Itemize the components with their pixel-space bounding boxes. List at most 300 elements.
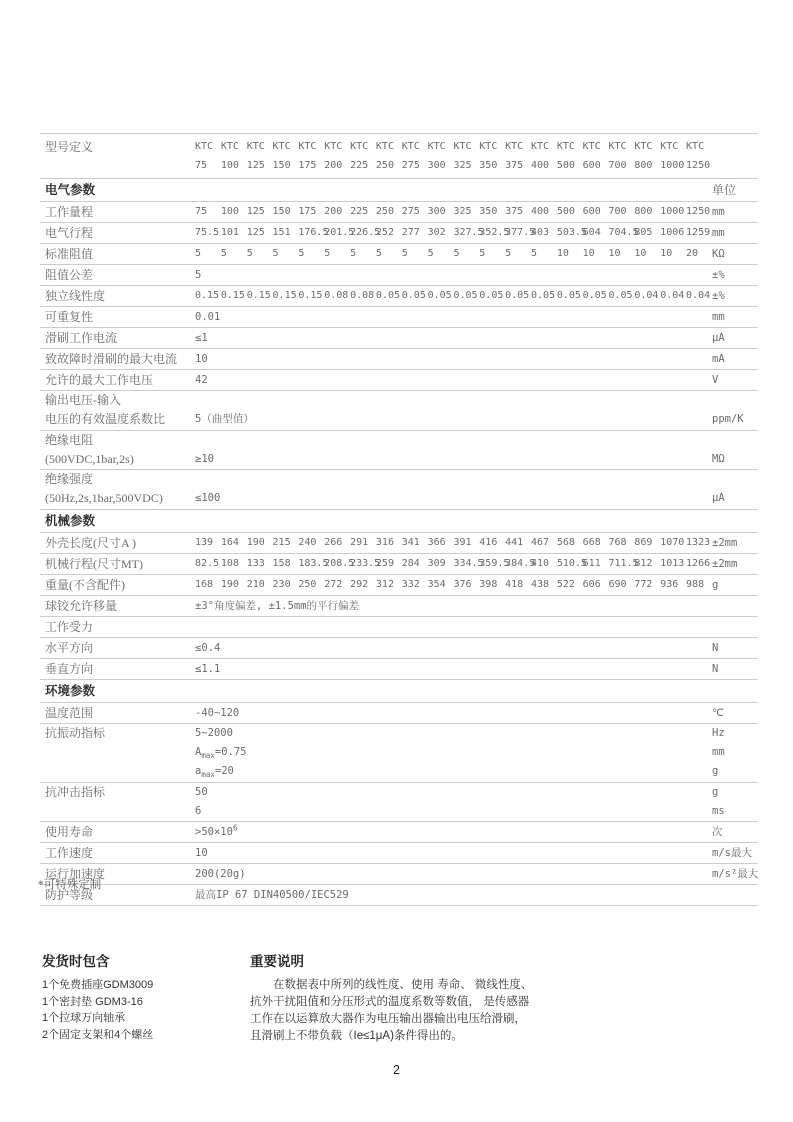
model-name: KTC [272, 141, 291, 152]
value-cell: 0.05 [375, 290, 400, 301]
spec-row [40, 223, 758, 244]
model-name: KTC [453, 141, 472, 152]
value-cell: 0.15 [246, 290, 271, 301]
value-cell: 200 [324, 206, 343, 217]
value-cell: 812 [634, 557, 653, 569]
value-cell: 5 [298, 248, 305, 259]
value-cell: 467 [530, 536, 550, 548]
row-value-wrap [195, 265, 712, 285]
table-line [40, 489, 758, 508]
row-value-wrap [195, 410, 712, 429]
row-value-wrap [195, 349, 712, 369]
subscript: max [201, 770, 215, 780]
value-cell [479, 137, 505, 175]
row-label: 防护等级 [45, 888, 94, 903]
page-number: 2 [393, 1063, 400, 1077]
footnote: *可特殊定制 [38, 879, 102, 891]
model-size: 175 [298, 160, 317, 171]
table-line [40, 470, 758, 489]
value-cell [453, 137, 479, 175]
value-cell: 5 [246, 248, 253, 259]
spec-row [40, 575, 758, 596]
spec-row [40, 265, 758, 286]
unit-label: g [712, 765, 719, 778]
row-label: 抗冲击指标 [45, 784, 106, 799]
model-size: 400 [530, 160, 550, 171]
delivery-item: 1个拉球万向轴承 [42, 1012, 126, 1024]
table-line [40, 410, 758, 429]
model-name: KTC [608, 141, 627, 152]
value-cell: 334.5 [453, 557, 484, 569]
table-line [40, 431, 758, 450]
model-size: 1000 [660, 160, 685, 171]
table-line [40, 885, 758, 905]
value-cell: 125 [246, 227, 265, 238]
value-cell: 0.05 [556, 290, 581, 301]
row-label: 工作量程 [45, 205, 94, 219]
value-cell: 302 [427, 227, 446, 238]
model-size: 75 [195, 160, 208, 171]
table-line [40, 370, 758, 390]
value-cell: 0.05 [505, 290, 530, 301]
row-value: 0.01 [195, 311, 221, 323]
value-cell: 316 [375, 536, 394, 548]
value-cell: 230 [272, 578, 291, 590]
value-cell: 332 [401, 578, 420, 590]
value-cell [350, 137, 376, 175]
value-cell: 226.5 [350, 227, 381, 238]
table-line [40, 510, 758, 532]
spec-row [40, 307, 758, 328]
unit-label: m/s²最大 [712, 868, 759, 881]
unit-label: ppm/K [712, 413, 744, 426]
row-label: 阻值公差 [45, 268, 94, 282]
value-cell: 0.15 [195, 290, 220, 301]
value-cell: 125 [246, 206, 265, 217]
value-cell: 210 [246, 578, 265, 590]
model-size: 275 [401, 160, 420, 171]
value-cell: 327.5 [453, 227, 484, 238]
value-cell: 1323 [686, 536, 711, 548]
value-cell: 0.04 [660, 290, 685, 301]
row-value-wrap [195, 307, 712, 327]
value-cell: 75 [195, 206, 208, 217]
value-cell: 772 [634, 578, 653, 590]
row-label: 滑刷工作电流 [45, 331, 118, 345]
value-cell: 768 [608, 536, 627, 548]
value-cell: 5 [401, 248, 408, 259]
value-cell [376, 137, 402, 175]
value-cell: 5 [427, 248, 434, 259]
value-cell [273, 137, 299, 175]
unit-label: m/s最大 [712, 847, 752, 860]
value-cell: 240 [298, 536, 317, 548]
value-cell: 1266 [686, 557, 711, 569]
value-cell: 400 [530, 206, 550, 217]
table-line [40, 822, 758, 842]
value-cell: 175 [298, 206, 317, 217]
table-line [40, 638, 758, 658]
value-cell: 176.5 [298, 227, 329, 238]
row-label: 电压的有效温度系数比 [45, 412, 166, 427]
note-line: 且滑刷上不带负载（Ie≤1μA)条件得出的。 [250, 1030, 463, 1042]
row-value-wrap [195, 762, 712, 781]
value-cell: 410 [530, 557, 550, 569]
unit-label: mm [712, 746, 725, 759]
row-label: 绝缘强度 [45, 472, 94, 487]
value-cell: 416 [479, 536, 498, 548]
spec-row [40, 638, 758, 659]
row-value-wrap [195, 843, 712, 863]
value-cell: 800 [634, 206, 653, 217]
row-value-wrap [195, 489, 712, 508]
value-cell: 312 [375, 578, 394, 590]
row-value: $A_{max}=0.75$ [195, 746, 247, 761]
row-label: 运行加速度 [45, 867, 106, 882]
value-cell: 0.05 [530, 290, 556, 301]
spec-row [40, 724, 758, 783]
value-cell: 5 [479, 248, 486, 259]
value-cell [505, 137, 531, 175]
row-label: 允许的最大工作电压 [45, 373, 154, 387]
row-value-wrap [195, 596, 712, 616]
superscript: 6 [232, 823, 238, 833]
model-size: 325 [453, 160, 472, 171]
value-cell: 20 [686, 248, 699, 259]
value-cell: 10 [660, 248, 673, 259]
unit-label: ±2mm [712, 557, 738, 570]
value-cell: 568 [556, 536, 575, 548]
value-cell: 418 [505, 578, 524, 590]
model-name: KTC [298, 141, 317, 152]
value-cell: 0.08 [324, 290, 349, 301]
value-cell: 291 [350, 536, 369, 548]
row-value: ≤100 [195, 492, 221, 505]
unit-label: ms [712, 804, 725, 817]
model-name: KTC [660, 141, 679, 152]
value-cell: 5 [530, 248, 537, 259]
model-size: 600 [582, 160, 601, 171]
row-value: $>50\times 10^6$ [195, 823, 238, 839]
model-size: 150 [272, 160, 291, 171]
value-cell: 1259 [686, 227, 711, 238]
model-name: KTC [556, 141, 575, 152]
value-cell: 350 [479, 206, 498, 217]
value-cell: 441 [505, 536, 524, 548]
value-cell: 10 [634, 248, 647, 259]
unit-label: 单位 [712, 183, 737, 197]
table-line [40, 328, 758, 348]
spec-row [40, 783, 758, 823]
value-cells [195, 137, 712, 175]
value-cell: 869 [634, 536, 653, 548]
value-cell: 250 [375, 206, 394, 217]
value-cells [195, 223, 712, 243]
spec-row [40, 864, 758, 885]
row-value-wrap [195, 328, 712, 348]
table-line [40, 244, 758, 264]
delivery-section [42, 950, 237, 1043]
value-cell: 503.5 [556, 227, 587, 238]
value-cell [583, 137, 609, 175]
value-cell: 0.15 [272, 290, 297, 301]
note-line: 工作在以运算放大器作为电压输出器输出电压给滑刷， [250, 1013, 526, 1025]
value-cells [195, 554, 712, 574]
table-line [40, 223, 758, 243]
model-size: 225 [350, 160, 369, 171]
spec-row [40, 431, 758, 471]
value-cell: 277 [401, 227, 420, 238]
row-label: 工作速度 [45, 846, 94, 861]
spec-row [40, 391, 758, 431]
unit-label: μA [712, 332, 725, 344]
row-value: 5~2000 [195, 726, 233, 739]
value-cell: 0.05 [401, 290, 426, 301]
spec-row [40, 328, 758, 349]
row-value: 42 [195, 374, 208, 386]
value-cell: 133 [246, 557, 265, 569]
row-value: 5（曲型值） [195, 413, 254, 426]
table-line [40, 554, 758, 574]
row-label: 致故障时滑刷的最大电流 [45, 352, 178, 366]
value-cell: 805 [634, 227, 653, 238]
note-line: 抗外干扰阻值和分压形式的温度系数等数值， 是传感器 [250, 996, 530, 1008]
value-cell: 1006 [660, 227, 685, 238]
table-line [40, 843, 758, 863]
model-name: KTC [350, 141, 369, 152]
value-cell: 75.5 [195, 227, 220, 238]
model-size: 700 [608, 160, 627, 171]
model-name: KTC [479, 141, 498, 152]
row-value: 10 [195, 847, 208, 860]
spec-table [40, 133, 758, 906]
value-cell: 150 [272, 206, 291, 217]
unit-label: mm [712, 227, 725, 239]
model-name: KTC [220, 141, 239, 152]
value-cell: 139 [195, 536, 214, 548]
value-cell: 252 [375, 227, 394, 238]
row-label: 抗振动指标 [45, 725, 106, 740]
spec-row [40, 286, 758, 307]
unit-label: μA [712, 492, 725, 505]
value-cell: 225 [350, 206, 369, 217]
table-line [40, 286, 758, 306]
model-size: 125 [246, 160, 265, 171]
row-value: ≤0.4 [195, 641, 221, 654]
row-value-wrap [195, 370, 712, 390]
row-value: 50 [195, 785, 208, 798]
value-cell [531, 137, 557, 175]
unit-label: ±2mm [712, 536, 738, 549]
value-cell: 183.5 [298, 557, 329, 569]
table-line [40, 533, 758, 553]
row-value-wrap [195, 724, 712, 743]
model-size: 100 [220, 160, 239, 171]
value-cell: 1250 [686, 206, 711, 217]
value-cell: 5 [375, 248, 382, 259]
unit-label: N [712, 662, 719, 675]
row-label: 水平方向 [45, 640, 94, 655]
table-line [40, 307, 758, 327]
table-line [40, 659, 758, 679]
value-cell: 522 [556, 578, 575, 590]
row-label: (50Hz,2s,1bar,500VDC) [45, 491, 163, 506]
value-cell: 82.5 [195, 557, 220, 569]
unit-label: ±% [712, 290, 725, 302]
spec-row [40, 554, 758, 575]
table-line [40, 680, 758, 702]
value-cells [195, 575, 712, 595]
value-cell: 100 [220, 206, 239, 217]
value-cell: 600 [582, 206, 601, 217]
table-line [40, 724, 758, 743]
model-name: KTC [401, 141, 420, 152]
value-cell: 704.5 [608, 227, 639, 238]
model-size: 500 [556, 160, 575, 171]
row-label: 温度范围 [45, 705, 94, 720]
row-label: 使用寿命 [45, 825, 94, 840]
row-label: 机械参数 [45, 513, 96, 528]
value-cell [686, 137, 712, 175]
model-name: KTC [375, 141, 394, 152]
value-cell: 611 [582, 557, 601, 569]
value-cell [428, 137, 454, 175]
row-label: 外壳长度(尺寸A ) [45, 535, 136, 550]
value-cell: 208.5 [324, 557, 355, 569]
table-line [40, 762, 758, 781]
value-cell: 151 [272, 227, 291, 238]
unit-label: N [712, 641, 719, 654]
row-value-wrap [195, 659, 712, 679]
model-name: KTC [530, 141, 550, 152]
value-cell: 376 [453, 578, 472, 590]
value-cell: 668 [582, 536, 601, 548]
unit-label: g [712, 785, 719, 798]
table-line [40, 202, 758, 222]
value-cell: 606 [582, 578, 601, 590]
table-line [40, 391, 758, 410]
row-value-wrap [195, 822, 712, 842]
row-label: 机械行程(尺寸MT) [45, 556, 143, 571]
value-cell: 375 [505, 206, 524, 217]
row-value-wrap [195, 802, 712, 821]
table-line [40, 265, 758, 285]
spec-row [40, 533, 758, 554]
table-line [40, 783, 758, 802]
value-cell [609, 137, 635, 175]
row-value: 200(20g) [195, 868, 246, 881]
value-cells [195, 286, 712, 306]
value-cell [221, 137, 247, 175]
value-cell: 711.5 [608, 557, 639, 569]
spec-row [40, 202, 758, 223]
row-label: 电气参数 [45, 183, 96, 197]
value-cell: 215 [272, 536, 291, 548]
spec-row [40, 617, 758, 638]
value-cell: 108 [220, 557, 239, 569]
table-line [40, 802, 758, 821]
value-cell: 510.5 [556, 557, 587, 569]
model-name: KTC [686, 141, 705, 152]
value-cell: 5 [220, 248, 227, 259]
value-cells [195, 244, 712, 264]
spec-row [40, 349, 758, 370]
unit-label: Hz [712, 726, 725, 739]
table-line [40, 617, 758, 637]
row-label: 工作受力 [45, 619, 94, 634]
value-cell: 341 [401, 536, 420, 548]
note-line: 在数据表中所列的线性度、使用 寿命、 微线性度、 [273, 979, 533, 991]
row-value: ≤1.1 [195, 662, 221, 675]
value-cell: 5 [195, 248, 202, 259]
row-label: 垂直方向 [45, 661, 94, 676]
unit-label: V [712, 374, 719, 386]
value-cell: 272 [324, 578, 343, 590]
value-cell [298, 137, 324, 175]
value-cell: 690 [608, 578, 627, 590]
unit-label: KΩ [712, 248, 725, 260]
value-cell [557, 137, 583, 175]
row-value-wrap [195, 703, 712, 723]
value-cell: 201.5 [324, 227, 355, 238]
table-line [40, 134, 758, 178]
row-value: 10 [195, 353, 208, 365]
value-cell [324, 137, 350, 175]
subscript: max [201, 751, 215, 761]
model-size: 800 [634, 160, 653, 171]
value-cell: 190 [220, 578, 239, 590]
value-cell: 250 [298, 578, 317, 590]
spec-row [40, 843, 758, 864]
row-value: 6 [195, 804, 202, 817]
value-cell: 366 [427, 536, 446, 548]
unit-label: mA [712, 353, 725, 365]
value-cell: 0.15 [298, 290, 323, 301]
value-cell: 292 [350, 578, 369, 590]
spec-row [40, 244, 758, 265]
section-row [40, 510, 758, 533]
row-value-wrap [195, 783, 712, 802]
table-line [40, 450, 758, 469]
model-name: KTC [427, 141, 446, 152]
value-cell: 168 [195, 578, 214, 590]
spec-row [40, 370, 758, 391]
value-cell: 0.15 [220, 290, 245, 301]
value-cell [634, 137, 660, 175]
model-name: KTC [195, 141, 214, 152]
row-value: $a_{max}=20$ [195, 765, 234, 780]
spec-row [40, 659, 758, 680]
row-value: 5 [195, 269, 202, 281]
value-cell: 5 [350, 248, 357, 259]
model-size: 350 [479, 160, 498, 171]
model-size: 200 [324, 160, 343, 171]
value-cell [195, 137, 221, 175]
value-cell: 936 [660, 578, 679, 590]
notes-section [250, 950, 550, 1045]
unit-label: 次 [712, 826, 723, 839]
value-cell: 300 [427, 206, 446, 217]
value-cell: 403 [530, 227, 550, 238]
value-cell: 233.5 [350, 557, 381, 569]
value-cell: 164 [220, 536, 239, 548]
value-cell: 1013 [660, 557, 685, 569]
value-cell: 0.05 [427, 290, 452, 301]
unit-label: mm [712, 206, 725, 218]
value-cells [195, 533, 712, 553]
value-cell: 0.04 [686, 290, 711, 301]
spec-row [40, 470, 758, 510]
